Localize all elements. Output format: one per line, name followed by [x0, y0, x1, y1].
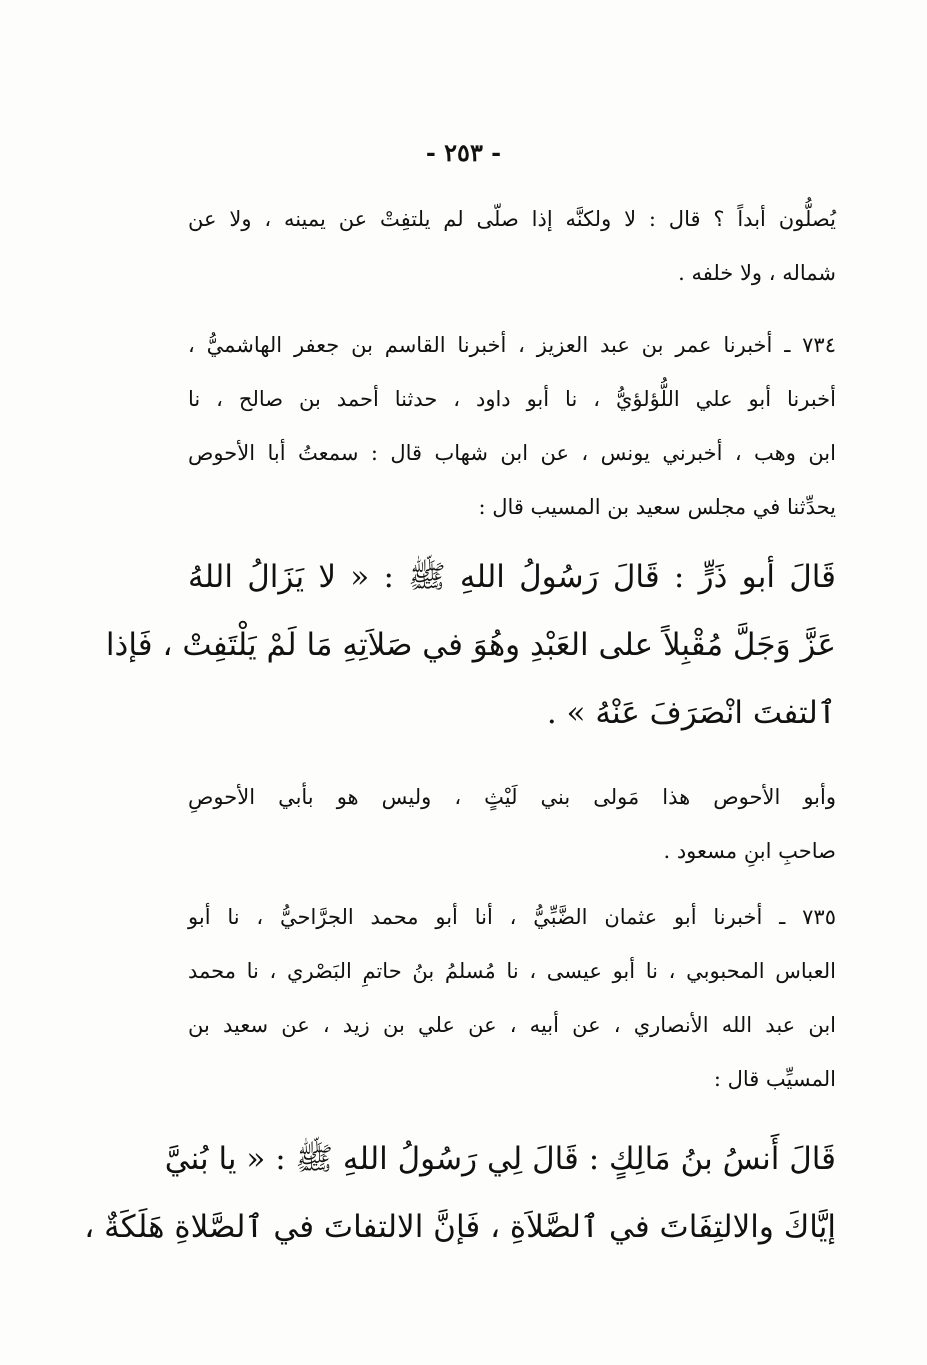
text-line: ابن عبد الله الأنصاري ، عن أبيه ، عن علي بن زيد ، عن سعيد بن: [188, 1013, 836, 1037]
paragraph-continuation: [188, 192, 836, 300]
commentary-note: [188, 770, 836, 878]
text-line: وأبو الأحوص هذا مَولى بني لَيْثٍ ، وليس هو بأبي الأحوصِ: [188, 785, 836, 809]
text-line: ٧٣٥ ـ أخبرنا أبو عثمان الضَّبِّيُّ ، أنا أبو محمد الجرَّاحيُّ ، نا أبو: [188, 905, 836, 929]
text-line: ابن وهب ، أخبرني يونس ، عن ابن شهاب قال : سمعتُ أبا الأحوص: [188, 441, 836, 465]
text-line: يُصلُّون أبداً ؟ قال : لا ولكنَّه إذا صلّى لم يلتفِتْ عن يمينه ، ولا عن: [188, 207, 836, 231]
text-line: قَالَ أَنسُ بنُ مَالِكٍ : قَالَ لِي رَسُولُ اللهِ ﷺ : « يا بُنيَّ: [164, 1141, 836, 1177]
text-line: إيَّاكَ والالتِفَاتَ في ٱلصَّلاَةِ ، فَإنَّ الالتفاتَ في ٱلصَّلاةِ هَلَكَةٌ ،: [84, 1209, 836, 1245]
page-number: - ٢٥٣ -: [425, 138, 502, 167]
text-line: صاحبِ ابنِ مسعود .: [663, 839, 836, 863]
text-line: يحدِّثنا في مجلس سعيد بن المسيب قال :: [478, 495, 836, 519]
hadith-735-matn: [84, 1125, 836, 1261]
text-line: ٱلتفتَ انْصَرَفَ عَنْهُ » .: [546, 695, 836, 731]
text-line: شماله ، ولا خلفه .: [678, 261, 836, 285]
hadith-734-isnad: [188, 318, 836, 534]
text-line: عَزَّ وَجَلَّ مُقْبِلاً على العَبْدِ وهُوَ في صَلاَتِهِ مَا لَمْ يَلْتَفِتْ ، فَإذا: [105, 627, 836, 663]
text-line: ٧٣٤ ـ أخبرنا عمر بن عبد العزيز ، أخبرنا القاسم بن جعفر الهاشميُّ ،: [188, 333, 836, 357]
text-line: العباس المحبوبي ، نا أبو عيسى ، نا مُسلمُ بنُ حاتمِ البَصْري ، نا محمد: [188, 959, 836, 983]
text-line: المسيِّب قال :: [713, 1067, 836, 1091]
text-line: أخبرنا أبو علي اللُّؤلؤيُّ ، نا أبو داود ، حدثنا أحمد بن صالح ، نا: [188, 387, 836, 411]
hadith-734-matn: [105, 543, 836, 747]
text-line: قَالَ أبو ذَرٍّ : قَالَ رَسُولُ اللهِ ﷺ : « لا يَزَالُ اللهُ: [188, 559, 836, 595]
hadith-735-isnad: [188, 890, 836, 1106]
